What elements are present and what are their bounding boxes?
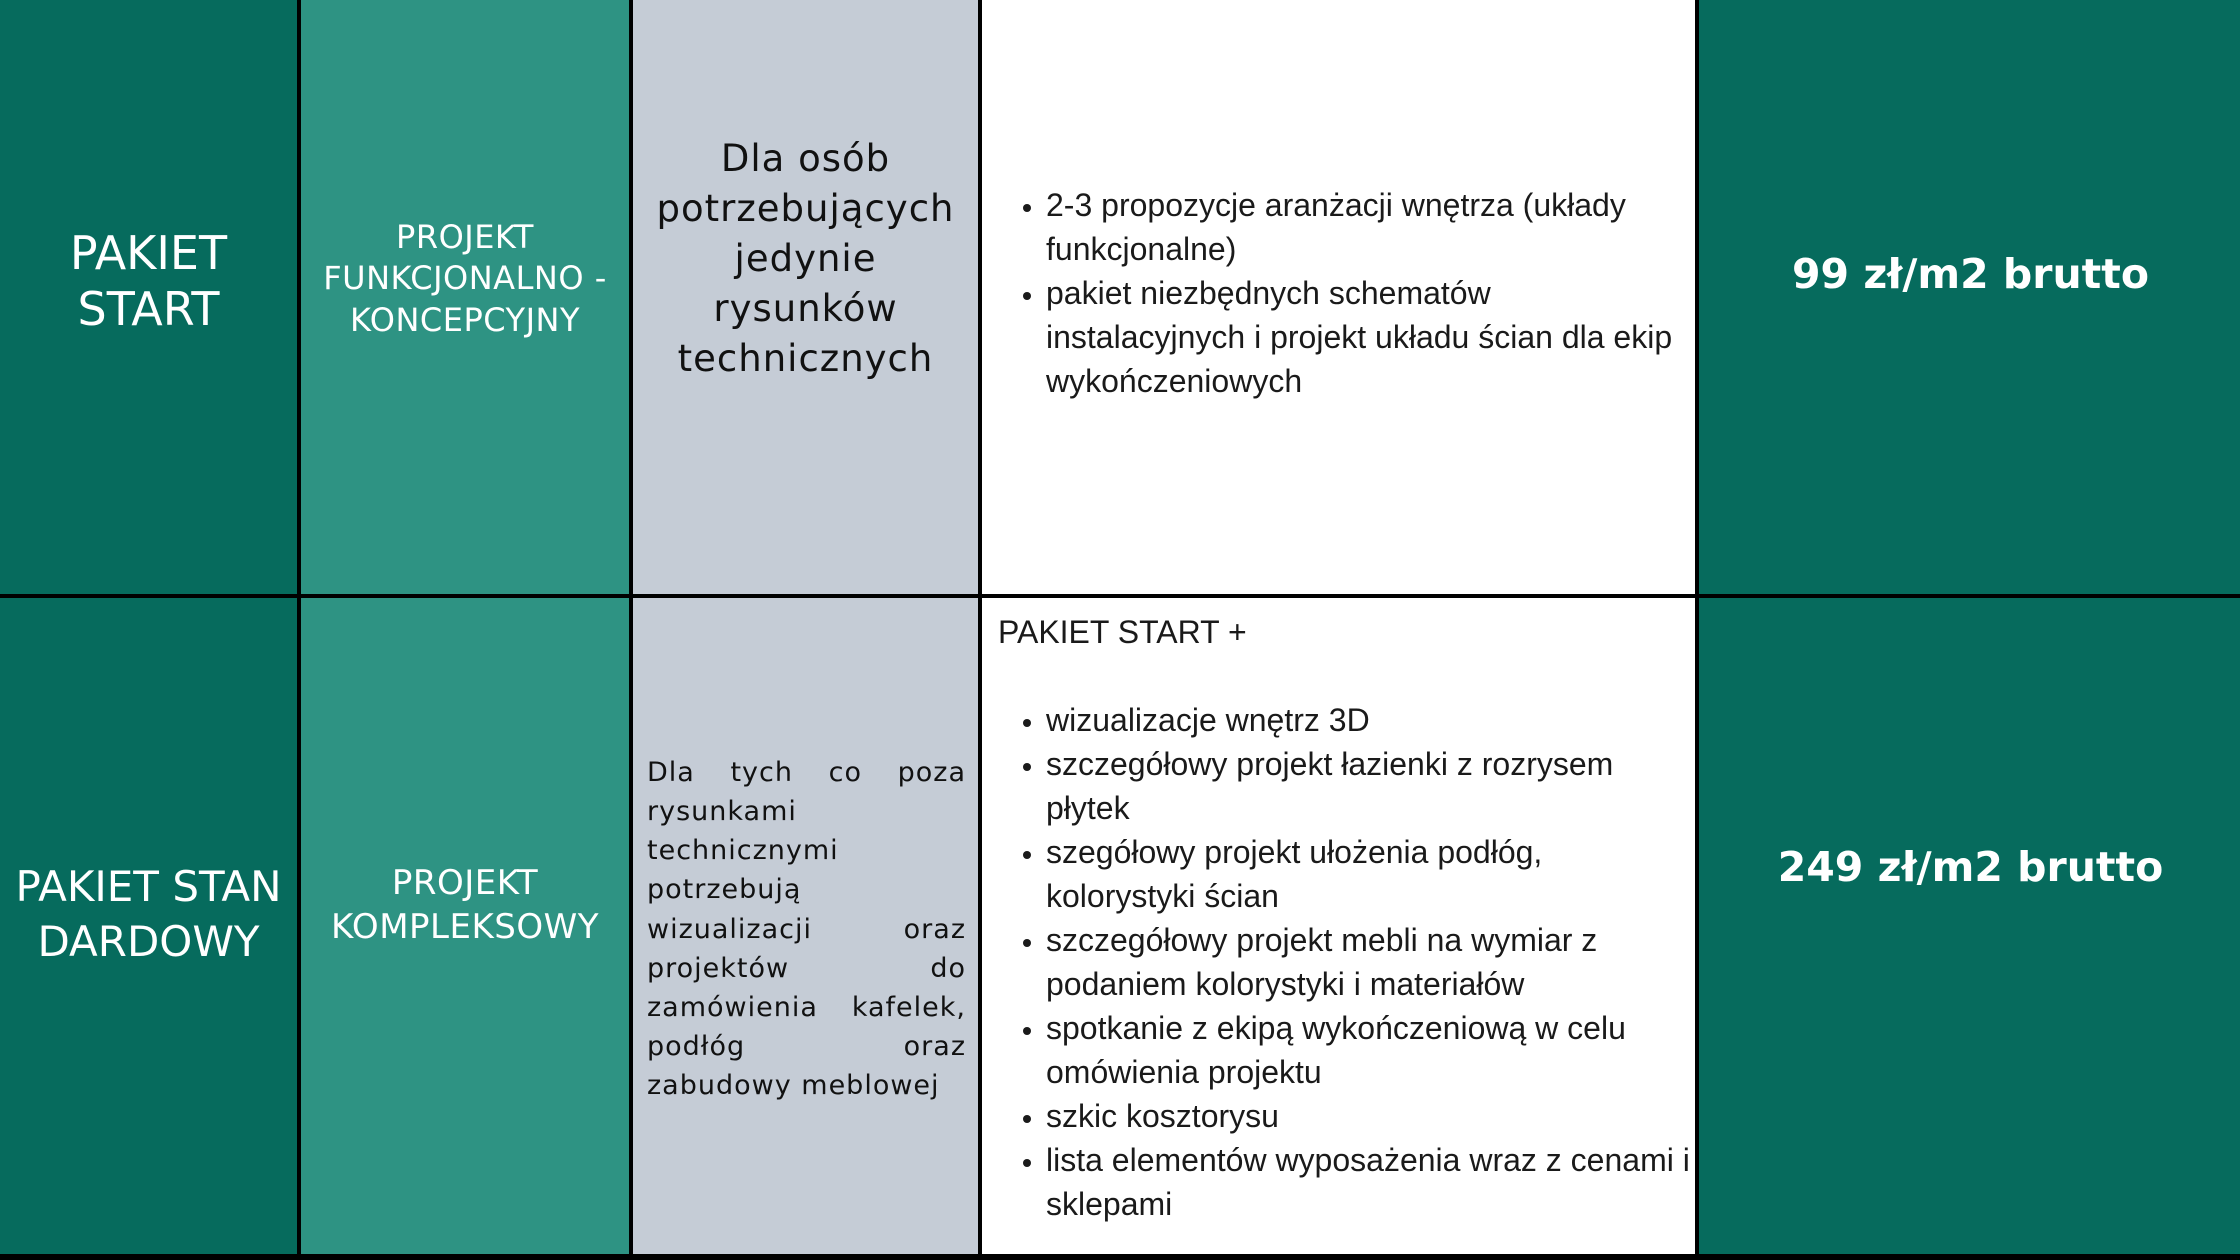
package-cell-standard [0, 598, 297, 1254]
project-cell-start [301, 0, 629, 594]
target-cell-standard [633, 598, 978, 1254]
price-cell-start [1699, 0, 2240, 594]
features-intro: PAKIET START + [998, 614, 1247, 650]
price-label: 249 zł/m2 brutto [1777, 843, 2164, 891]
package-name: PAKIET START [69, 225, 228, 336]
feature-list [982, 183, 1695, 403]
feature-item: • szkic kosztorysu [1046, 1094, 1695, 1138]
target-description: Dla tych co poza rysunkami technicznymi potrzebują wizualizacji oraz projektów do zamówienia kafelek, podłóg oraz zabudowy meblowej [647, 757, 966, 1102]
feature-item: • wizualizacje wnętrz 3D [1046, 698, 1695, 742]
feature-item: • szczegółowy projekt łazienki z rozrysem płytek [1046, 742, 1695, 830]
feature-item: • szegółowy projekt ułożenia podłóg, kolorystyki ścian [1046, 830, 1695, 918]
features-block [982, 0, 1695, 403]
features-cell-standard [982, 598, 1695, 1254]
feature-item: • spotkanie z ekipą wykończeniową w celu omówienia projektu [1046, 1006, 1695, 1094]
features-cell-start [982, 0, 1695, 594]
target-description: Dla osób potrzebujących jedynie rysunków technicznych [656, 137, 955, 380]
target-cell-start [633, 0, 978, 594]
price-label: 99 zł/m2 brutto [1791, 250, 2150, 298]
price-cell-standard [1699, 598, 2240, 1254]
package-cell-start [0, 0, 297, 594]
package-name: PAKIET STANDARDOWY [15, 862, 282, 966]
feature-list [982, 698, 1695, 1226]
features-block [982, 598, 1695, 1226]
feature-item: • pakiet niezbędnych schematów instalacyjnych i projekt układu ścian dla ekip wykończeniowych [1046, 271, 1695, 403]
project-name: PROJEKT FUNKCJONALNO - KONCEPCYJNY [323, 217, 607, 339]
feature-item: • 2-3 propozycje aranżacji wnętrza (układy funkcjonalne) [1046, 183, 1695, 271]
project-name: PROJEKT KOMPLEKSOWY [331, 862, 599, 947]
feature-item: • szczegółowy projekt mebli na wymiar z podaniem kolorystyki i materiałów [1046, 918, 1695, 1006]
feature-item: • lista elementów wyposażenia wraz z cenami i sklepami [1046, 1138, 1695, 1226]
project-cell-standard [301, 598, 629, 1254]
